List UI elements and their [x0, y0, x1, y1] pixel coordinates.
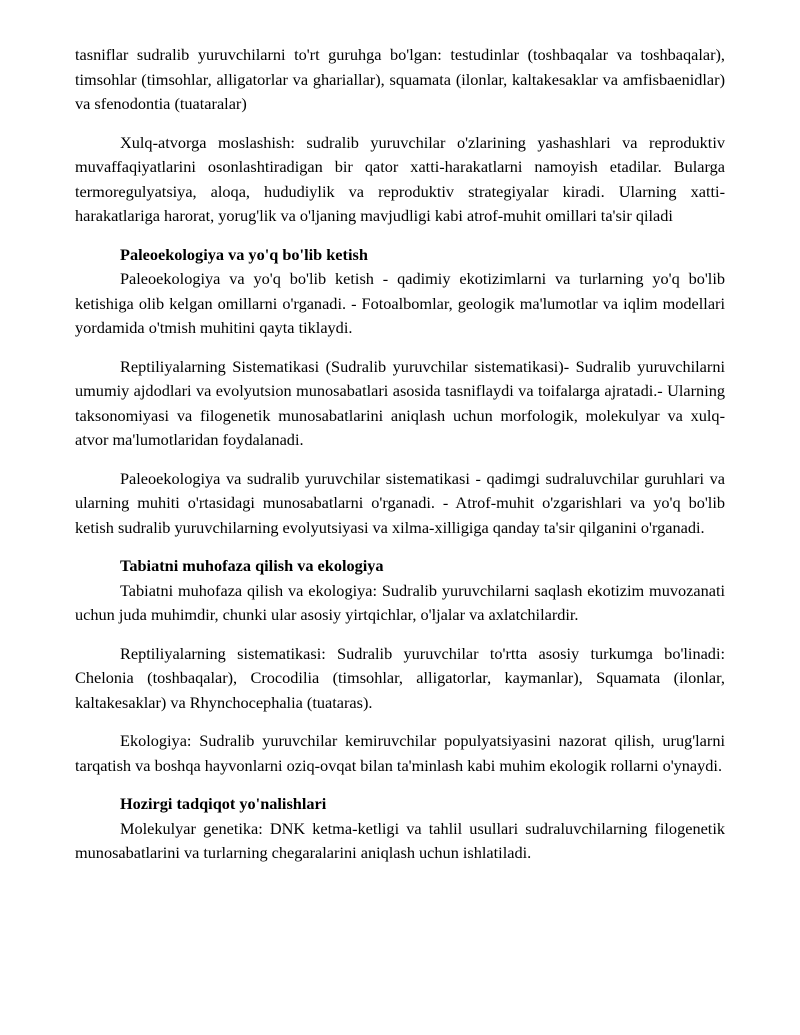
document-page — [75, 43, 725, 866]
heading-paleoecology: Paleoekologiya va yo'q bo'lib ketish — [120, 244, 368, 264]
paragraph-paleoecology-systematics: Paleoekologiya va sudralib yuruvchilar sistematikasi - qadimgi sudraluvchilar guruhlari va ularning muhiti o'rtasidagi munosabatlarni o'rganadi. - Atrof-muhit o'zgarishlari va yo'q bo'lib ketish sudralib yuruvchilarning evolyutsiyasi va xilma-xilligiga qanday ta'sir qilganini o'rganadi. — [75, 468, 725, 537]
paragraph-systematics-orders: Reptiliyalarning sistematikasi: Sudralib yuruvchilar to'rtta asosiy turkumga bo'linadi: Chelonia (toshbaqalar), Crocodilia (timsohlar, alligatorlar, kaymanlar), Squamata (ilonlar, kaltakesaklar) va Rhynchocephalia (tuataras). — [75, 643, 725, 712]
paragraph-ecology: Ekologiya: Sudralib yuruvchilar kemiruvchilar populyatsiyasini nazorat qilish, urug'larni tarqatish va boshqa hayvonlarni oziq-ovqat bilan ta'minlash kabi muhim ekologik rollarni o'ynaydi. — [75, 731, 725, 775]
paragraph-classification-groups: tasniflar sudralib yuruvchilarni to'rt guruhga bo'lgan: testudinlar (toshbaqalar va toshbaqalar), timsohlar (timsohlar, alligatorlar va ghariallar), squamata (ilonlar, kaltakesaklar va amfisbaenidlar) va sfenodontia (tuataralar) — [75, 45, 725, 113]
paragraph-paleoecology: Paleoekologiya va yo'q bo'lib ketish - qadimiy ekotizimlarni va turlarning yo'q bo'lib ketishiga olib kelgan omillarni o'rganadi. - Fotoalbomlar, geologik ma'lumotlar va iqlim modellari yordamida o'tmish muhitini qayta tiklaydi. — [75, 269, 725, 337]
paragraph-conservation: Tabiatni muhofaza qilish va ekologiya: Sudralib yuruvchilarni saqlash ekotizim muvozanati uchun juda muhimdir, chunki ular asosiy yirtqichlar, o'ljalar va axlatchilardir. — [75, 580, 725, 624]
heading-current-research: Hozirgi tadqiqot yo'nalishlari — [120, 794, 327, 813]
paragraph-behavioral-adaptation: Xulq-atvorga moslashish: sudralib yuruvchilar o'zlarining yashashlari va reproduktiv muvaffaqiyatlarini osonlashtiradigan bir qator xatti-harakatlarni namoyish etadilar. Bularga termoregulyatsiya, aloqa, hududiylik va reproduktiv strategiyalar kiradi. Ularning xatti-harakatlariga harorat, yorug'lik va o'ljaning mavjudligi kabi atrof-muhit omillari ta'sir qiladi — [75, 132, 725, 225]
paragraph-molecular-genetics: Molekulyar genetika: DNK ketma-ketligi va tahlil usullari sudraluvchilarning filogenetik munosabatlarini va turlarning chegaralarini aniqlash uchun ishlatiladi. — [75, 818, 725, 862]
heading-conservation-ecology: Tabiatni muhofaza qilish va ekologiya — [120, 556, 384, 575]
paragraph-reptile-systematics: Reptiliyalarning Sistematikasi (Sudralib yuruvchilar sistematikasi)- Sudralib yuruvchilarni umumiy ajdodlari va evolyutsion munosabatlari asosida tasniflaydi va toifalarga ajratadi.- Ularning taksonomiyasi va filogenetik munosabatlarini aniqlash uchun morfologik, molekulyar va xulq-atvor ma'lumotlaridan foydalanadi. — [75, 356, 725, 449]
